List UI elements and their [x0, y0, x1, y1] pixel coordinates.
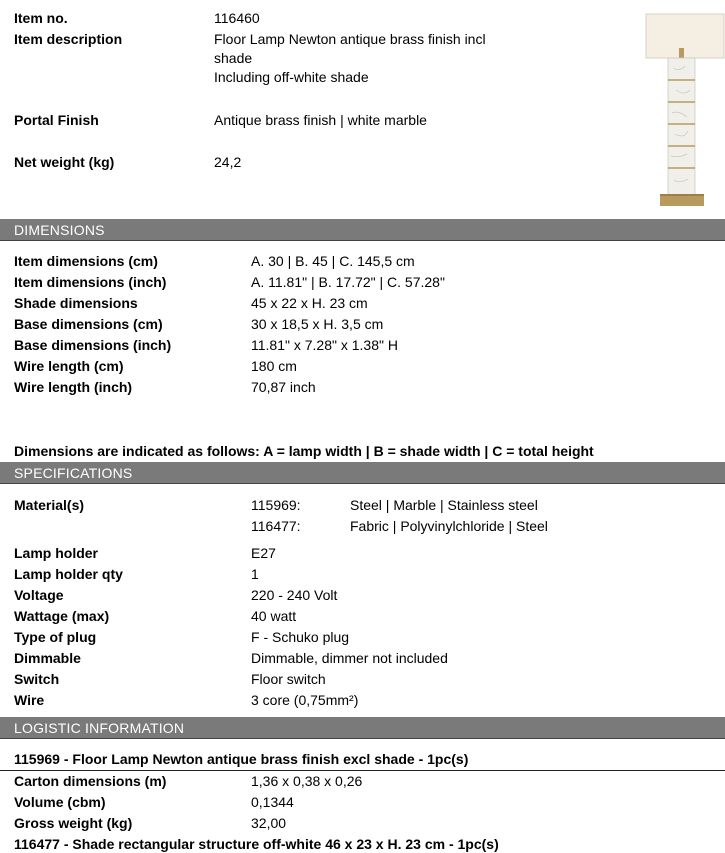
dimension-label: Base dimensions (cm) — [14, 316, 163, 332]
logistic-section-header: LOGISTIC INFORMATION — [0, 717, 725, 739]
spec-value: F - Schuko plug — [251, 629, 350, 645]
spec-label: Lamp holder — [14, 545, 99, 561]
portal-finish-label: Portal Finish — [14, 112, 99, 128]
portal-finish-value: Antique brass finish | white marble — [214, 112, 427, 128]
material-label: Material(s) — [14, 497, 85, 513]
net-weight-value: 24,2 — [214, 154, 242, 170]
spec-label: Wire — [14, 692, 45, 708]
spec-value: 220 - 240 Volt — [251, 587, 338, 603]
package-title: 115969 - Floor Lamp Newton antique brass finish excl shade - 1pc(s) — [14, 751, 469, 767]
spec-value: 1 — [251, 566, 259, 582]
logistic-value: 1,36 x 0,38 x 0,26 — [251, 773, 363, 789]
floor-lamp-image — [640, 10, 725, 215]
item-description-label: Item description — [14, 31, 123, 47]
dimension-label: Wire length (inch) — [14, 379, 133, 395]
spec-value: E27 — [251, 545, 276, 561]
dimension-label: Shade dimensions — [14, 295, 138, 311]
material-value: Fabric | Polyvinylchloride | Steel — [350, 518, 548, 534]
spec-label: Wattage (max) — [14, 608, 110, 624]
dimensions-note: Dimensions are indicated as follows: A = lamp width | B = shade width | C = total height — [14, 443, 594, 459]
dimension-label: Item dimensions (cm) — [14, 253, 158, 269]
item-no-value: 116460 — [214, 10, 260, 26]
dimension-value: 11.81" x 7.28" x 1.38" H — [251, 337, 398, 353]
item-description-line: shade — [214, 50, 253, 66]
logistic-value: 32,00 — [251, 815, 287, 831]
dimension-value: A. 30 | B. 45 | C. 145,5 cm — [251, 253, 415, 269]
dimension-label: Base dimensions (inch) — [14, 337, 172, 353]
divider — [0, 770, 725, 771]
spec-label: Voltage — [14, 587, 64, 603]
spec-value: Dimmable, dimmer not included — [251, 650, 448, 666]
net-weight-label: Net weight (kg) — [14, 154, 115, 170]
spec-label: Lamp holder qty — [14, 566, 123, 582]
logistic-value: 0,1344 — [251, 794, 294, 810]
item-no-label: Item no. — [14, 10, 68, 26]
spec-value: 40 watt — [251, 608, 297, 624]
spec-label: Type of plug — [14, 629, 97, 645]
dimension-label: Wire length (cm) — [14, 358, 124, 374]
dimension-label: Item dimensions (inch) — [14, 274, 167, 290]
material-code: 115969: — [251, 497, 301, 513]
logistic-label: Volume (cbm) — [14, 794, 106, 810]
package-title: 116477 - Shade rectangular structure off-white 46 x 23 x H. 23 cm - 1pc(s) — [14, 836, 499, 852]
item-description-line: Floor Lamp Newton antique brass finish incl — [214, 31, 486, 47]
material-value: Steel | Marble | Stainless steel — [350, 497, 538, 513]
spec-label: Switch — [14, 671, 60, 687]
spec-value: Floor switch — [251, 671, 326, 687]
spec-label: Dimmable — [14, 650, 81, 666]
spec-value: 3 core (0,75mm²) — [251, 692, 359, 708]
dimension-value: 45 x 22 x H. 23 cm — [251, 295, 368, 311]
dimension-value: 30 x 18,5 x H. 3,5 cm — [251, 316, 384, 332]
dimensions-section-header: DIMENSIONS — [0, 219, 725, 241]
dimension-value: A. 11.81" | B. 17.72" | C. 57.28" — [251, 274, 445, 290]
logistic-label: Carton dimensions (m) — [14, 773, 167, 789]
dimension-value: 70,87 inch — [251, 379, 316, 395]
dimension-value: 180 cm — [251, 358, 297, 374]
material-code: 116477: — [251, 518, 301, 534]
item-description-line: Including off-white shade — [214, 69, 369, 85]
specifications-section-header: SPECIFICATIONS — [0, 462, 725, 484]
logistic-label: Gross weight (kg) — [14, 815, 133, 831]
